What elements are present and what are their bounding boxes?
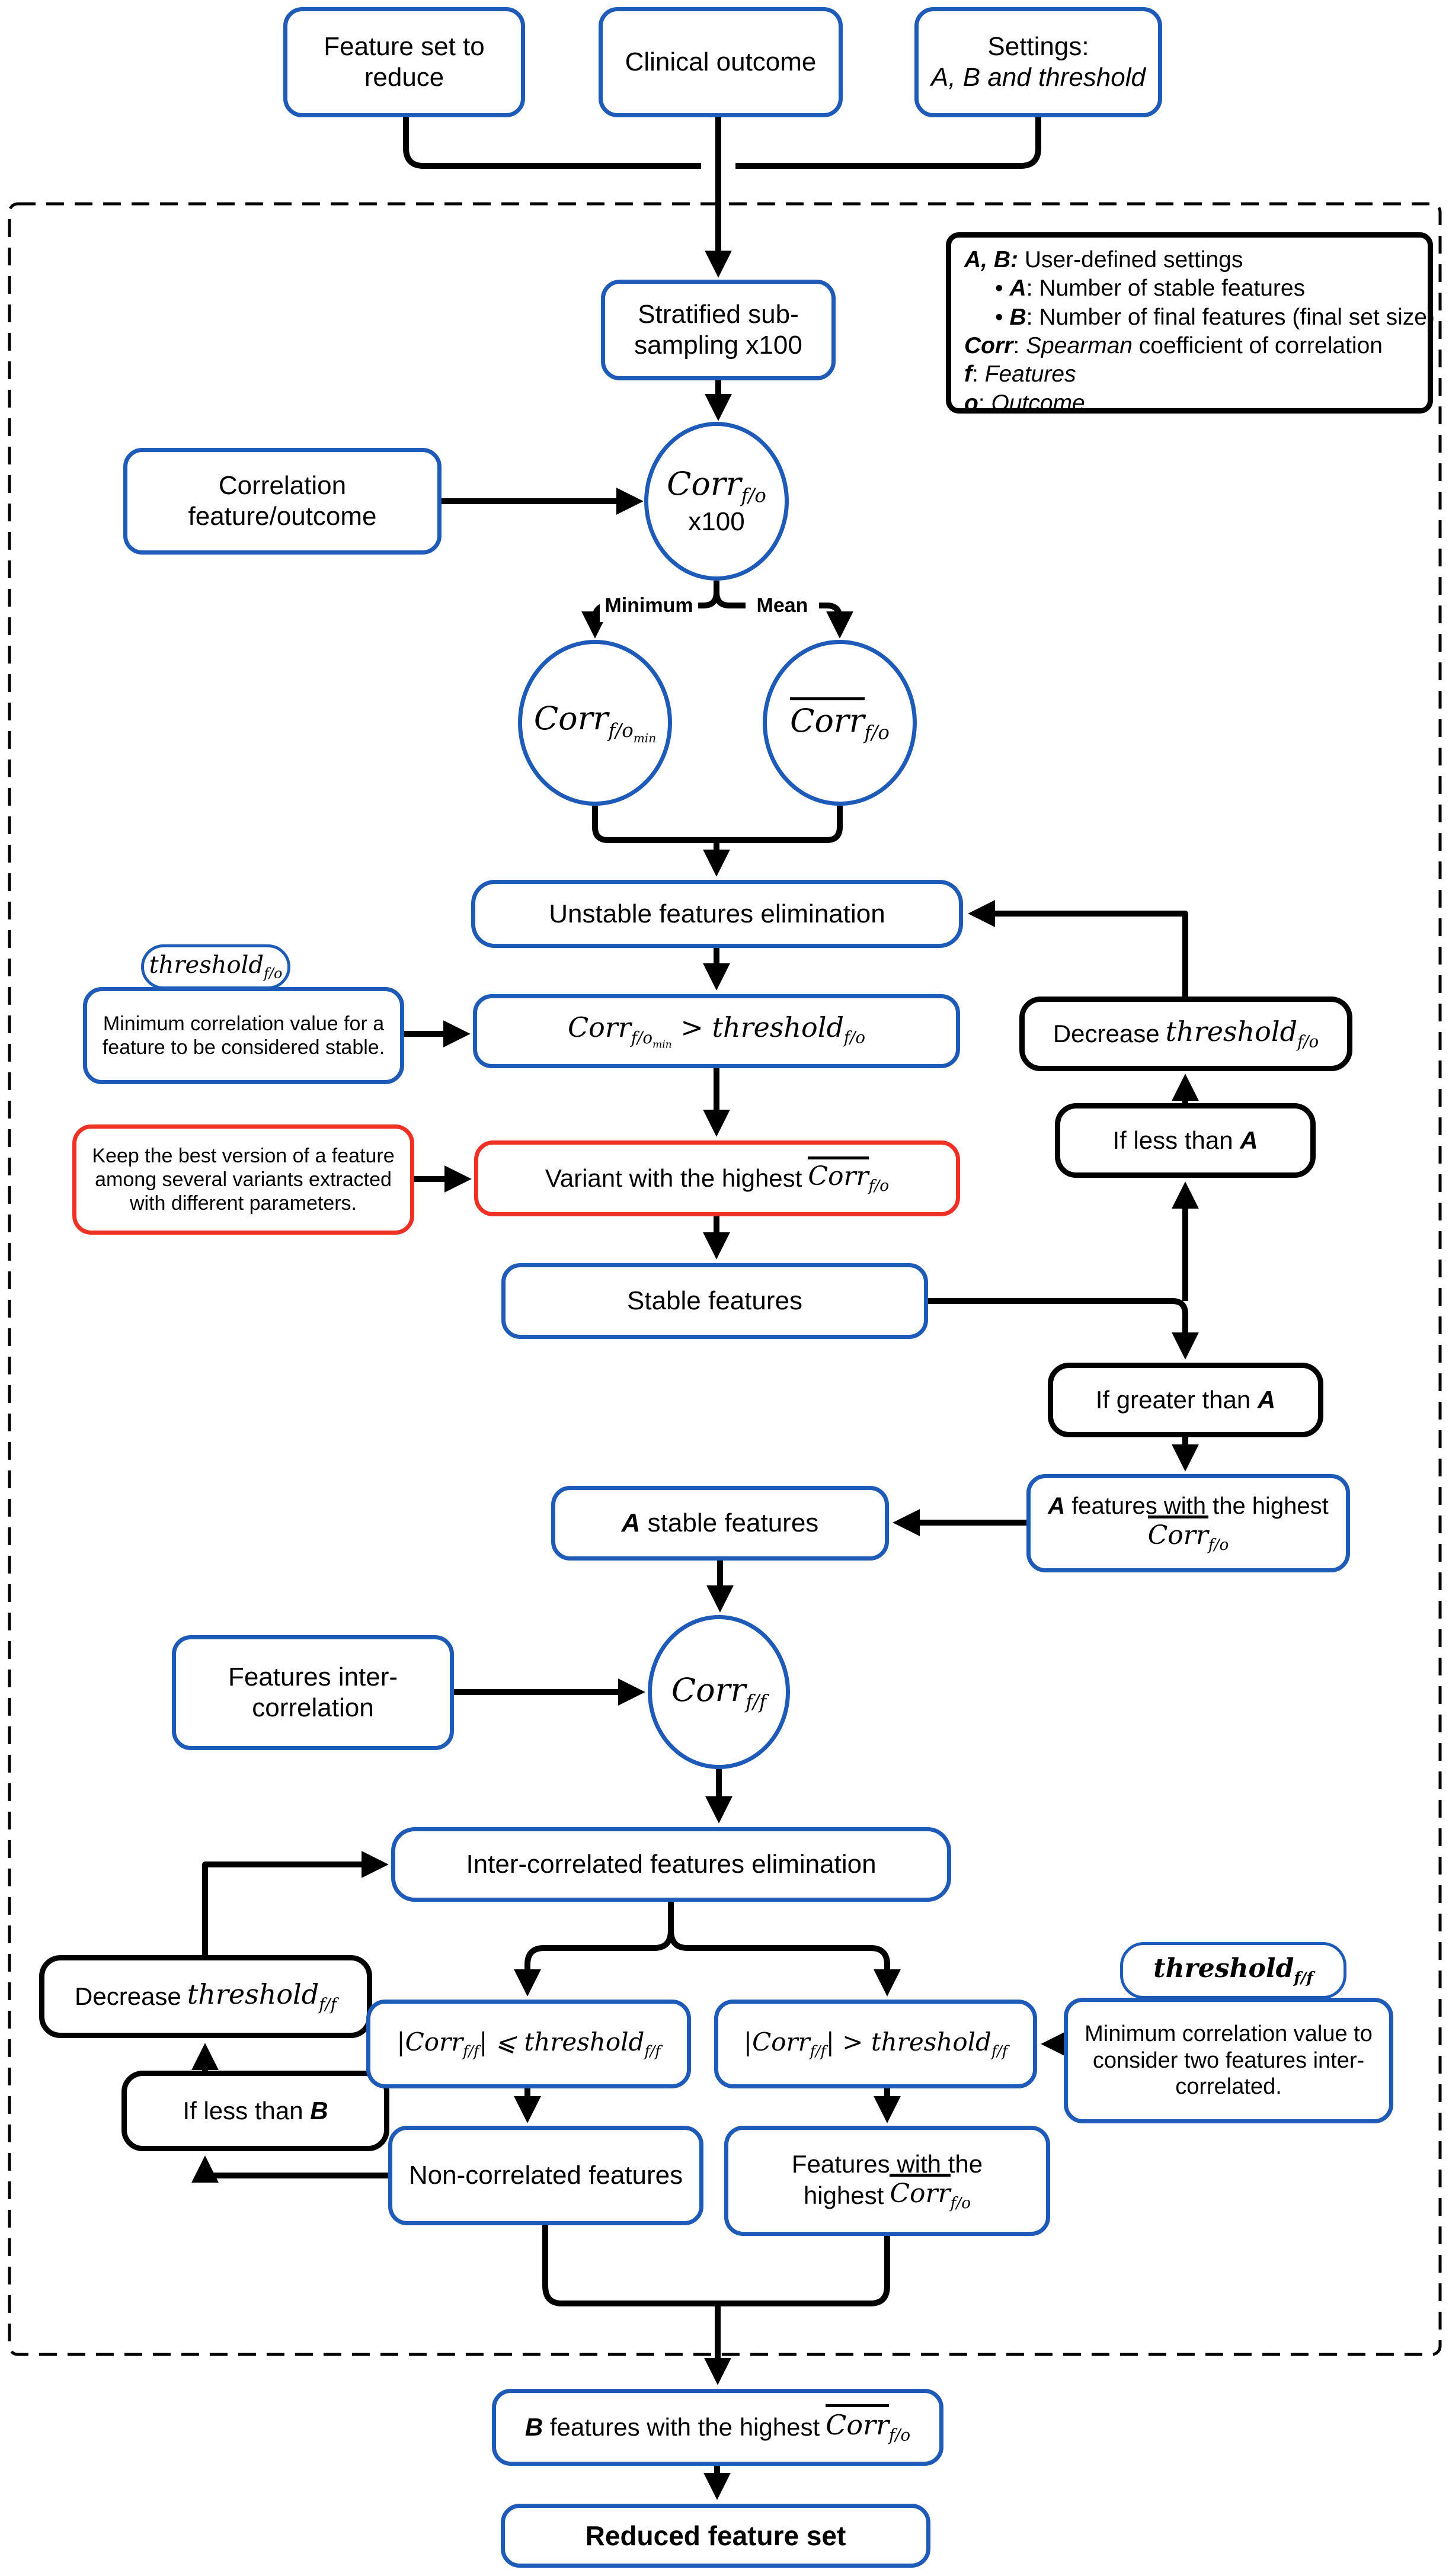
box-cond-corrff-gt-threshold: |Corr$_{f/f}$| > threshold$_{f/f}$ — [714, 2000, 1037, 2088]
box-features-intercorrelation: Features inter- correlation — [172, 1635, 454, 1750]
note-variant-red: Keep the best version of a feature among several variants extracted with different parameters. — [72, 1124, 414, 1235]
box-a-stable-features: A stable features — [551, 1486, 889, 1561]
box-if-less-than-a: If less than A — [1055, 1103, 1316, 1178]
merge-mean-circle — [716, 806, 840, 840]
note-threshold-ff: Minimum correlation value to consider two features inter-correlated. — [1064, 1998, 1393, 2123]
box-if-less-than-b: If less than B — [121, 2071, 389, 2151]
box-cond-corrmin-gt-threshold: Corr$_{f/o_{min}}$ > threshold$_{f/o}$ — [473, 994, 960, 1068]
box-correlation-feature-outcome: Correlation feature/outcome — [123, 448, 442, 555]
legend-line-ab: A, B: User-defined settings — [964, 247, 1243, 273]
legend-box — [946, 232, 1433, 414]
box-clinical-outcome: Clinical outcome — [599, 7, 843, 117]
box-b-features-highest-corr: B features with the highest Corr$_{f/o}$ — [492, 2389, 943, 2466]
circle-corr-fo-min: Corr$_{f/o_{min}}$ — [518, 640, 672, 806]
box-variant-highest-corr: Variant with the highest Corr$_{f/o}$ — [474, 1140, 960, 1216]
arrow-decrease-to-unstable — [976, 914, 1185, 997]
pill-threshold-ff: threshold$_{f/f}$ — [1120, 1942, 1346, 1999]
label-mean: Mean — [746, 589, 819, 622]
merge-min-circle — [595, 806, 716, 840]
merge-right-input — [735, 117, 1038, 166]
label-minimum: Minimum — [600, 589, 698, 622]
settings-title: Settings: — [987, 32, 1089, 62]
box-decrease-threshold-ff: Decrease threshold$_{f/f}$ — [39, 1955, 372, 2038]
settings-detail: A, B and threshold — [930, 63, 1146, 92]
box-if-greater-than-a: If greater than A — [1048, 1363, 1323, 1437]
box-stable-features: Stable features — [501, 1263, 928, 1339]
box-reduced-feature-set: Reduced feature set — [501, 2504, 930, 2568]
box-features-highest-corr: Features with the highest Corr$_{f/o}$ — [724, 2126, 1050, 2236]
note-threshold-fo: Minimum correlation value for a feature to be considered stable. — [83, 987, 404, 1084]
arrow-noncorr-to-ifless-b — [205, 2164, 388, 2175]
merge-left-input — [406, 117, 701, 166]
circle-corr-fo: Corr$_{f/o}$ x100 — [644, 422, 789, 581]
merge-feathigh — [718, 2235, 887, 2303]
legend-line-o: o: Outcome — [964, 390, 1085, 416]
pill-threshold-fo: threshold$_{f/o}$ — [141, 944, 290, 989]
box-stratified-subsampling: Stratified sub- sampling x100 — [601, 280, 836, 380]
arrow-decreaseff-to-elim — [205, 1864, 380, 1955]
legend-line-f: f: Features — [964, 361, 1076, 387]
arrow-stable-to-ifgreater — [928, 1301, 1185, 1351]
box-intercorrelated-elimination: Inter-correlated features elimination — [391, 1827, 951, 1902]
box-a-features-highest-corr: A features with the highest Corr$_{f/o}$ — [1026, 1474, 1350, 1572]
merge-noncorr — [545, 2225, 718, 2303]
arrow-elim-to-condle — [527, 1930, 671, 1988]
box-cond-corrff-le-threshold: |Corr$_{f/f}$| ⩽ threshold$_{f/f}$ — [366, 2000, 691, 2088]
circle-corr-fo-mean: Corr$_{f/o}$ — [763, 640, 917, 806]
legend-bullet-b: • B: Number of final features (final set size) — [995, 304, 1435, 330]
box-decrease-threshold-fo: Decrease threshold$_{f/o}$ — [1019, 997, 1352, 1071]
legend-bullet-a: • A: Number of stable features — [995, 275, 1306, 302]
box-feature-set-to-reduce: Feature set to reduce — [283, 7, 525, 117]
box-settings — [914, 7, 1162, 117]
arrow-elim-to-condgt — [671, 1930, 887, 1988]
box-unstable-elimination: Unstable features elimination — [471, 880, 963, 948]
circle-corr-ff: Corr$_{f/f}$ — [648, 1615, 790, 1769]
box-non-correlated-features: Non-correlated features — [388, 2126, 703, 2225]
legend-line-corr: Corr: Spearman coefficient of correlation — [964, 333, 1383, 359]
